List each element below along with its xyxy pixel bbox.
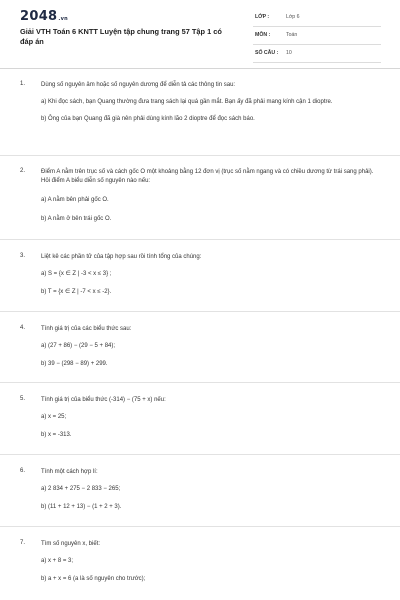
question-2 xyxy=(0,156,400,240)
question-number: 2. xyxy=(20,168,26,174)
question-part: b) x = -313. xyxy=(41,432,72,438)
logo-suffix: .vn xyxy=(58,16,69,22)
question-6 xyxy=(0,455,400,527)
question-number: 1. xyxy=(20,81,26,87)
question-part: b) A nằm ở bên trái gốc O. xyxy=(41,216,112,222)
question-text: Tính một cách hợp lí: xyxy=(41,469,98,475)
question-number: 4. xyxy=(20,325,26,331)
question-1 xyxy=(0,69,400,156)
question-text: Điểm A nằm trên trục số và cách gốc O một khoảng bằng 12 đơn vị (trục số nằm ngang và có chiều dương từ trái sang phải). Hỏi điểm A biểu diễn số nguyên nào nếu: xyxy=(41,169,374,184)
question-list xyxy=(0,69,400,599)
meta-row-class xyxy=(253,12,381,27)
meta-label-subject: MÔN : xyxy=(255,32,271,38)
question-7 xyxy=(0,527,400,599)
document-title: Giải VTH Toán 6 KNTT Luyện tập chung trang 57 Tập 1 có đáp án xyxy=(20,27,222,46)
question-text: Dùng số nguyên âm hoặc số nguyên dương để diễn tả các thông tin sau: xyxy=(41,82,236,88)
meta-row-count xyxy=(253,48,381,63)
question-number: 6. xyxy=(20,468,26,474)
meta-row-subject xyxy=(253,30,381,45)
question-text: Tìm số nguyên x, biết: xyxy=(41,541,101,547)
question-part: a) x = 25; xyxy=(41,414,67,420)
question-part: a) 2 834 + 275 − 2 833 − 265; xyxy=(41,486,121,492)
document-header xyxy=(0,0,400,64)
question-text: Liệt kê các phần tử của tập hợp sau rồi tính tổng của chúng: xyxy=(41,254,202,260)
site-logo[interactable] xyxy=(20,9,68,24)
question-part: a) (27 + 86) − (29 − 5 + 84); xyxy=(41,343,116,349)
question-part: a) x + 8 = 3; xyxy=(41,558,74,564)
question-number: 7. xyxy=(20,540,26,546)
question-part: a) Khi đọc sách, bạn Quang thường đưa trang sách lại quá gần mắt. Bạn ấy đã phải mang kính cận 1 dioptre. xyxy=(41,99,333,105)
meta-label-count: SỐ CÂU : xyxy=(255,50,279,56)
question-5 xyxy=(0,383,400,455)
question-part: a) A nằm bên phải gốc O. xyxy=(41,197,109,203)
question-text: Tính giá trị của biểu thức (-314) − (75 + x) nếu: xyxy=(41,397,166,403)
question-part: b) a + x = 6 (a là số nguyên cho trước); xyxy=(41,576,146,582)
meta-info xyxy=(253,12,381,66)
question-4 xyxy=(0,312,400,383)
question-part: b) T = {x ∈ Z | -7 < x ≤ -2}. xyxy=(41,289,112,295)
question-3 xyxy=(0,240,400,312)
question-part: a) S = {x ∈ Z | -3 < x ≤ 3} ; xyxy=(41,271,112,277)
question-part: b) 39 − (298 − 89) + 299. xyxy=(41,361,108,367)
question-number: 3. xyxy=(20,253,26,259)
meta-value-count: 10 xyxy=(286,50,292,56)
question-number: 5. xyxy=(20,396,26,402)
meta-label-class: LỚP : xyxy=(255,14,270,20)
meta-value-subject: Toán xyxy=(286,32,298,38)
logo-main: 2048 xyxy=(20,9,58,24)
question-part: b) (11 + 12 + 13) − (1 + 2 + 3). xyxy=(41,504,122,510)
meta-value-class: Lớp 6 xyxy=(286,14,300,20)
question-part: b) Ông của bạn Quang đã già nên phải dùng kính lão 2 dioptre để đọc sách báo. xyxy=(41,116,255,122)
question-text: Tính giá trị của các biểu thức sau: xyxy=(41,326,132,332)
